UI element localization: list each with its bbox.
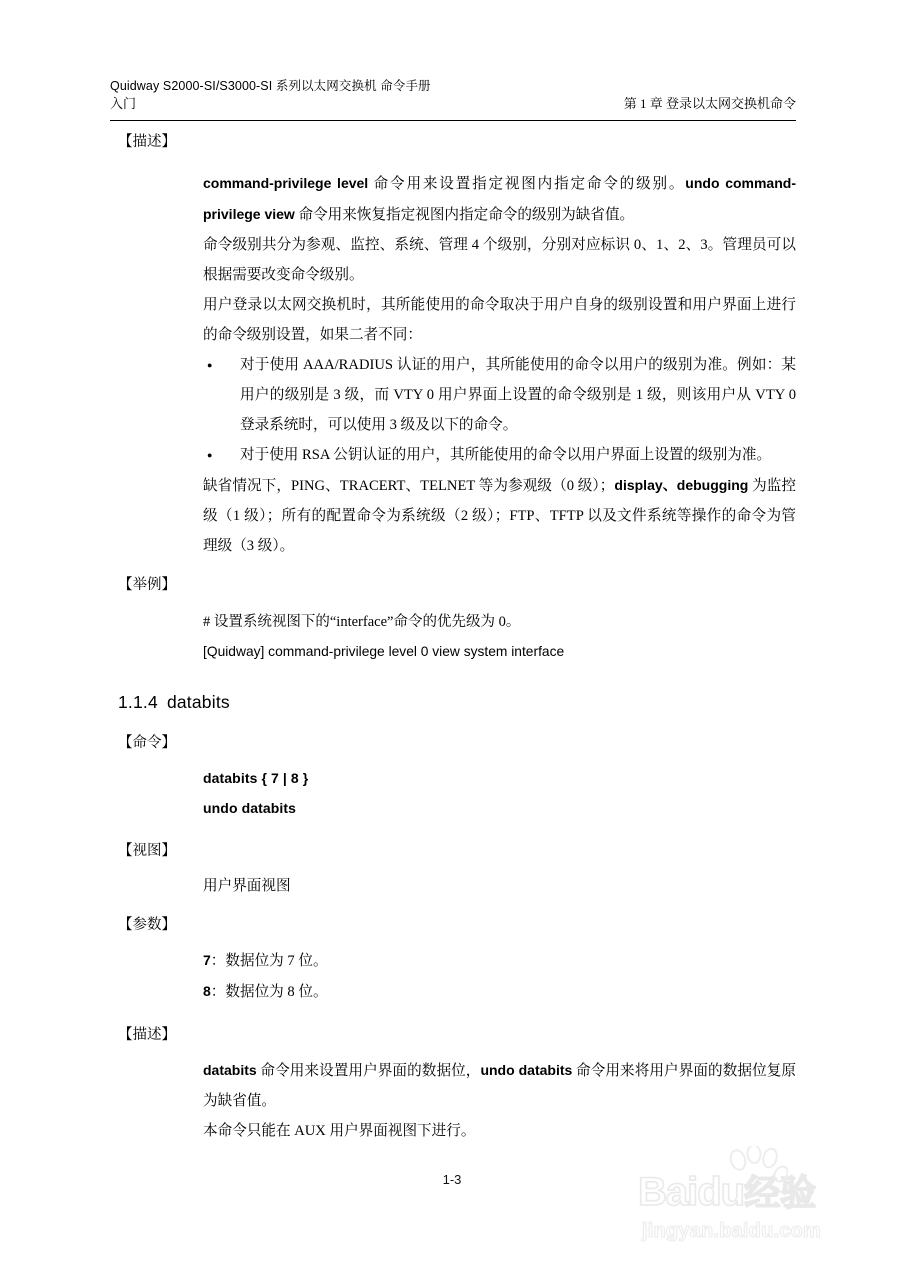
default-levels-text-b: 为监控级（1 级）；所有的配置命令为系统级（2 级）；FTP、TFTP 以及文件系统等操作的命令为管理级（3 级）。 <box>203 478 796 554</box>
header-part-label: 入门 <box>110 96 137 111</box>
description-2-paragraph-1 <box>203 1055 796 1116</box>
undo-databits-term: undo databits <box>480 1062 573 1078</box>
parameter-item <box>203 945 796 976</box>
command-syntax-line: databits { 7 | 8 } <box>203 770 309 786</box>
watermark-brand-cn: 经验 <box>744 1173 817 1214</box>
watermark-brand-du: du <box>697 1170 745 1214</box>
section-label-view: 【视图】 <box>118 843 176 859</box>
description-1-text-a: 命令用来设置指定视图内指定命令的级别。 <box>368 176 686 192</box>
list-item: ● 对于使用 AAA/RADIUS 认证的用户，其所能使用的命令以用户的级别为准。例如：某用户的级别是 3 级，而 VTY 0 用户界面上设置的命令级别是 1 级，则该用户从 VTY 0 登录系统时，可以使用 3 级及以下的命令。 <box>203 350 796 440</box>
watermark-brand-bai: Bai <box>638 1170 698 1214</box>
description-1-body <box>203 168 796 561</box>
section-label-description-1: 【描述】 <box>118 134 176 150</box>
description-1-paragraph-3: 用户登录以太网交换机时，其所能使用的命令取决于用户自身的级别设置和用户界面上进行的命令级别设置，如果二者不同： <box>203 297 796 343</box>
header-second-row <box>110 95 796 112</box>
baidu-experience-watermark <box>638 1152 888 1258</box>
example-body <box>203 607 796 667</box>
databits-term: databits <box>203 1062 257 1078</box>
header-manual-title: Quidway S2000-SI/S3000-SI 系列以太网交换机 命令手册 <box>110 79 431 93</box>
page-title <box>118 689 904 715</box>
list-item: ● 对于使用 RSA 公钥认证的用户，其所能使用的命令以用户界面上设置的级别为准。 <box>203 440 796 470</box>
section-label-description-2: 【描述】 <box>118 1027 176 1043</box>
watermark-site-url: jingyan.baidu.com <box>642 1220 821 1242</box>
command-privilege-level-term: command-privilege level <box>203 175 369 191</box>
header-divider <box>110 120 796 121</box>
view-body <box>203 871 796 901</box>
view-value: 用户界面视图 <box>203 878 291 894</box>
description-1-paragraph-4 <box>203 470 796 561</box>
description-2-text-a: 命令用来设置用户界面的数据位， <box>256 1063 481 1079</box>
command-undo-line: undo databits <box>203 800 297 816</box>
command-body <box>203 763 796 823</box>
description-2-paragraph-2: 本命令只能在 AUX 用户界面视图下进行。 <box>203 1123 476 1139</box>
parameter-item <box>203 976 796 1007</box>
header-chapter-label: 第 1 章 登录以太网交换机命令 <box>623 96 796 111</box>
section-label-example: 【举例】 <box>118 577 176 593</box>
description-1-paragraph-2: 命令级别共分为参观、监控、系统、管理 4 个级别，分别对应标识 0、1、2、3。管理员可以根据需要改变命令级别。 <box>203 237 796 283</box>
description-1-paragraph-1 <box>203 168 796 230</box>
description-1-bullet-list <box>203 350 796 470</box>
example-command-code: [Quidway] command-privilege level 0 view system interface <box>203 644 565 659</box>
description-2-text-b: 命令用来将用户界面的数据位复原为缺省值。 <box>203 1063 796 1109</box>
parameter-description: ：数据位为 8 位。 <box>210 984 328 1000</box>
parameter-key: 7 <box>203 952 211 968</box>
undo-command-privilege-view-term: undo command-privilege view <box>203 175 796 222</box>
parameters-body <box>203 945 796 1007</box>
page-content <box>0 132 904 1146</box>
description-1-text-b: 命令用来恢复指定视图内指定命令的级别为缺省值。 <box>294 207 635 223</box>
display-debugging-term: display、debugging <box>614 477 749 493</box>
page-header <box>110 78 796 112</box>
section-label-command: 【命令】 <box>118 735 176 751</box>
parameter-description: ：数据位为 7 位。 <box>210 953 328 969</box>
parameter-key: 8 <box>203 983 211 999</box>
heading-title: databits <box>166 692 230 712</box>
heading-number: 1.1.4 <box>118 692 158 712</box>
default-levels-text-a: 缺省情况下，PING、TRACERT、TELNET 等为参观级（0 级）； <box>203 478 615 494</box>
example-comment: # 设置系统视图下的“interface”命令的优先级为 0。 <box>203 614 521 630</box>
footer-page-number: 1-3 <box>442 1172 462 1187</box>
section-label-parameters: 【参数】 <box>118 917 176 933</box>
description-2-body <box>203 1055 796 1146</box>
